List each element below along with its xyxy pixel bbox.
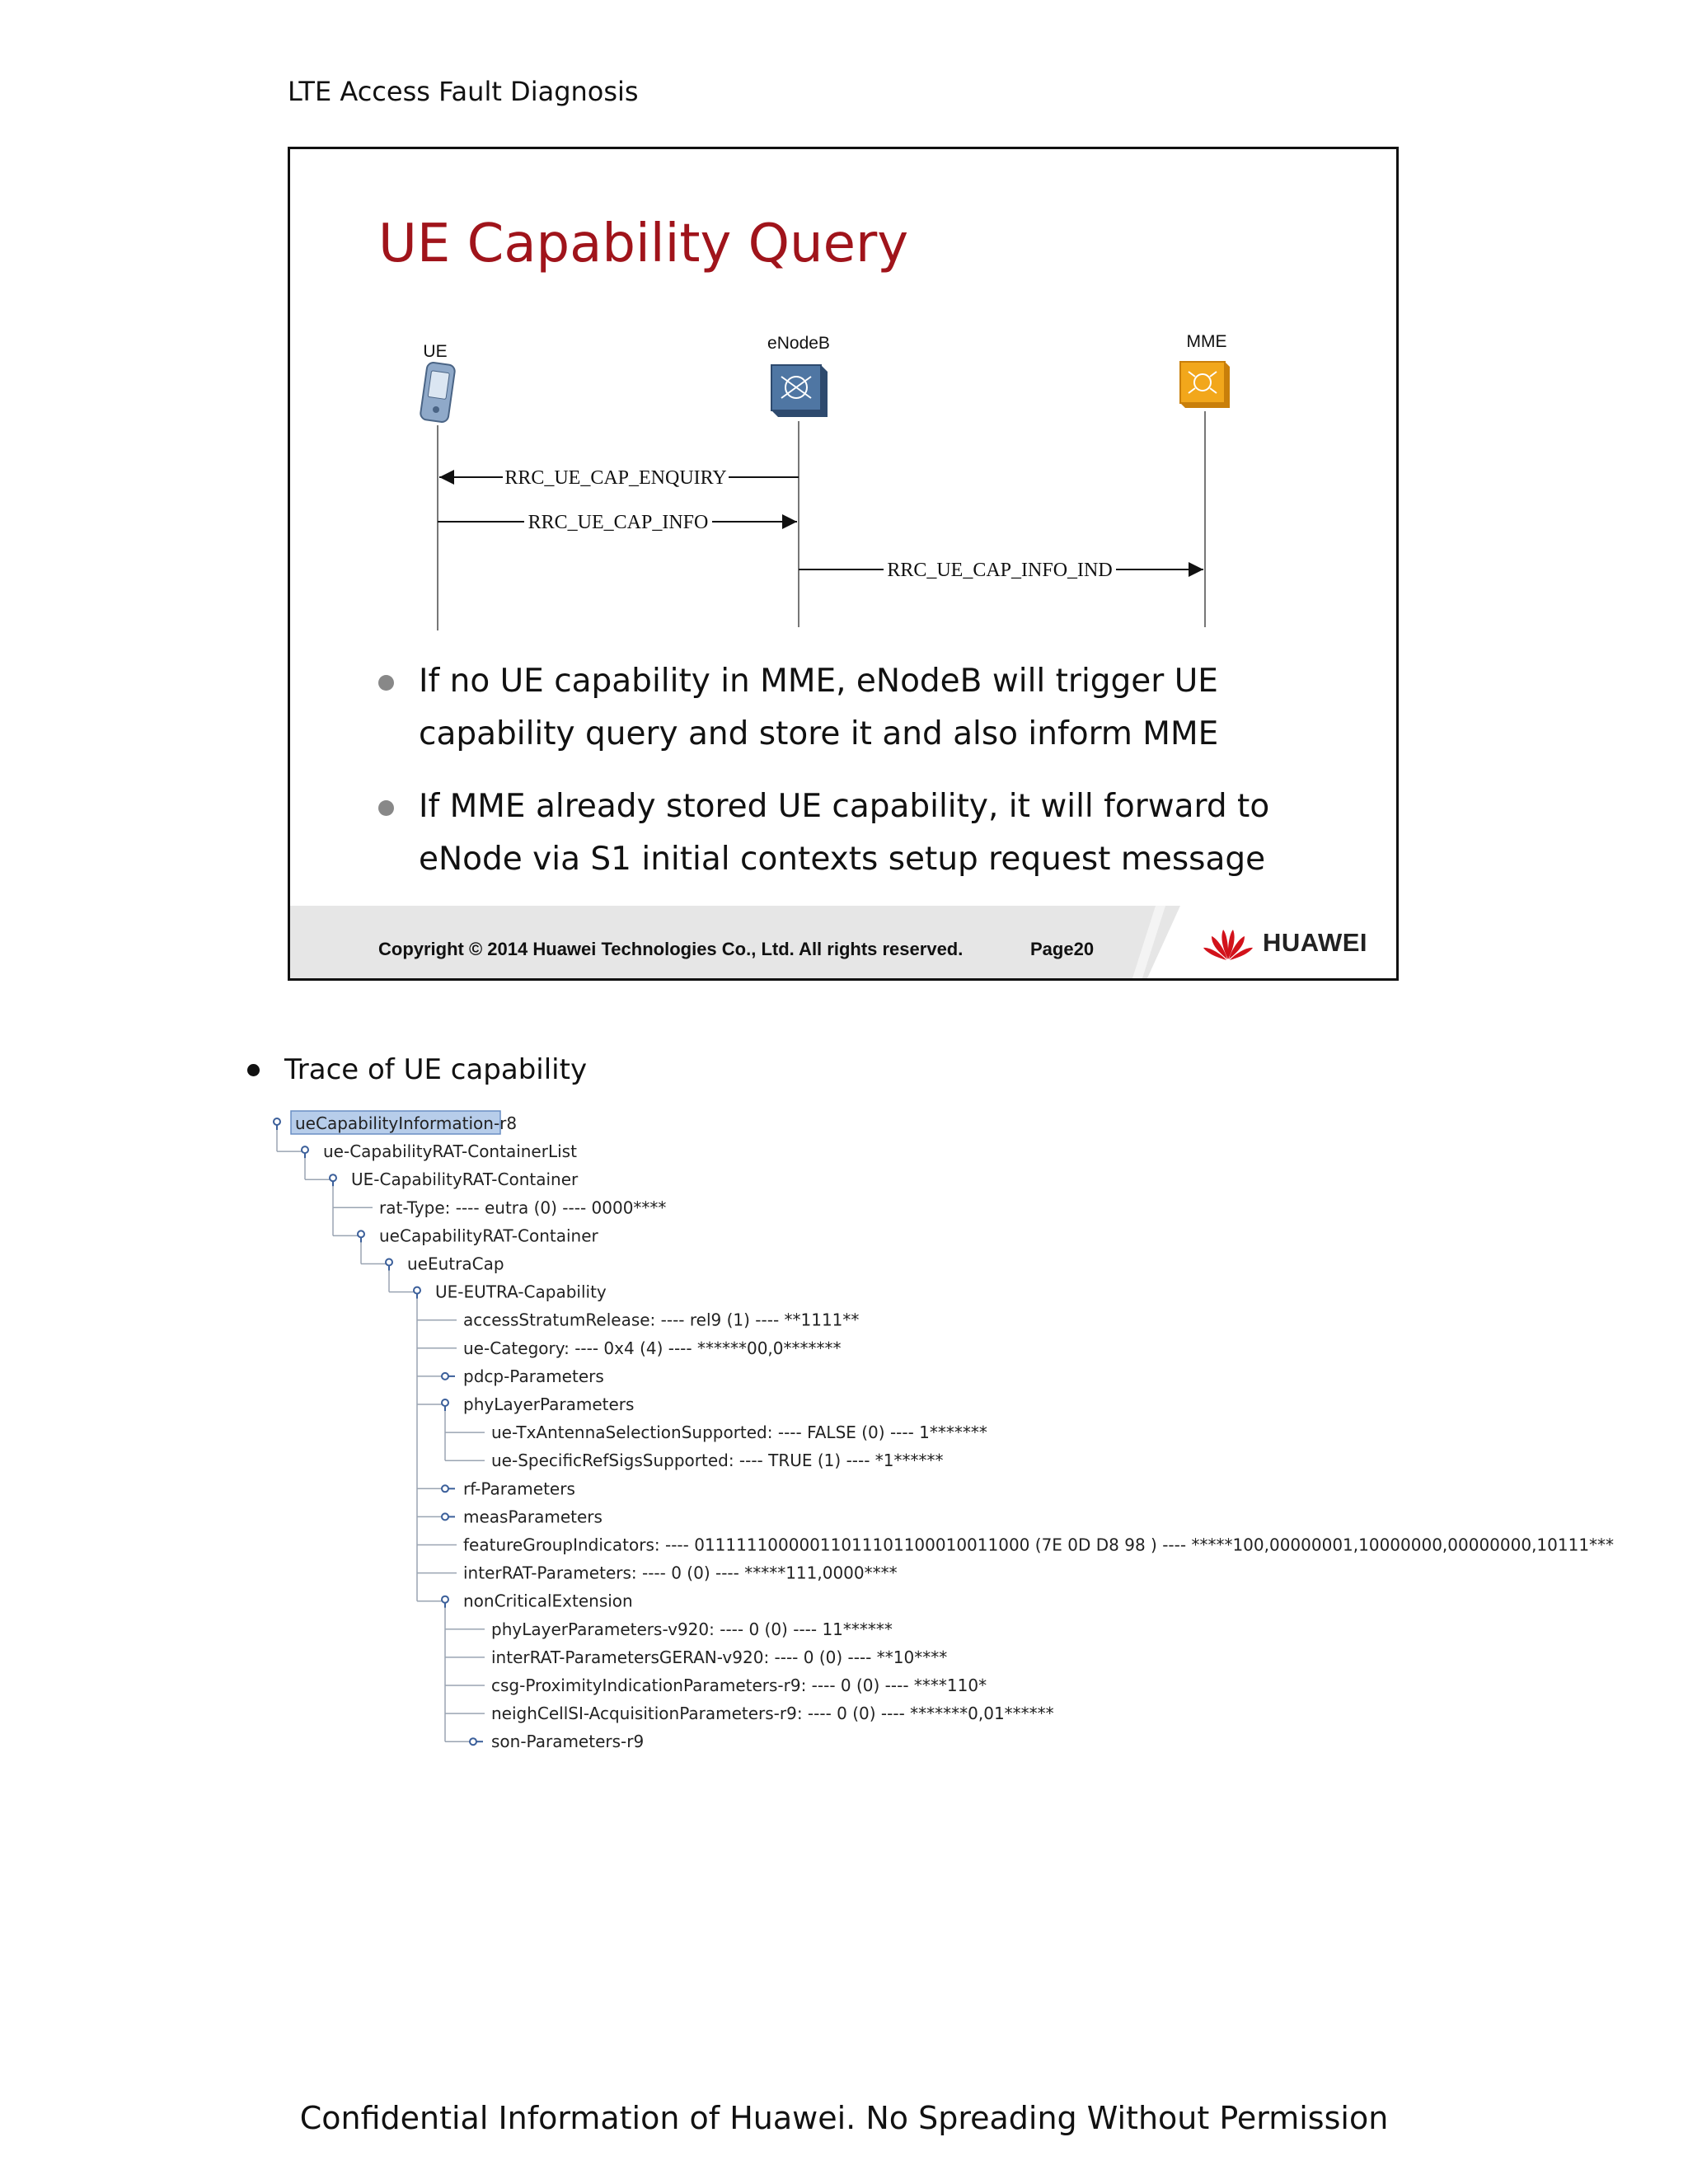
expanded-node-icon[interactable]: [414, 1287, 420, 1294]
confidential-footer: Confidential Information of Huawei. No Spreading Without Permission: [299, 2100, 1389, 2136]
tree-node[interactable]: ue-TxAntennaSelectionSupported: ---- FALSE (0) ---- 1*******: [491, 1422, 987, 1443]
tree-node[interactable]: ue-CapabilityRAT-ContainerList: [323, 1141, 577, 1162]
tree-node[interactable]: UE-CapabilityRAT-Container: [351, 1169, 579, 1190]
expanded-node-icon[interactable]: [302, 1146, 308, 1153]
trace-bullet-text: Trace of UE capability: [284, 1053, 588, 1086]
tree-node[interactable]: accessStratumRelease: ---- rel9 (1) ---- **1111**: [463, 1310, 860, 1330]
expanded-node-icon[interactable]: [274, 1118, 280, 1125]
msg-info-ind-label: RRC_UE_CAP_INFO_IND: [887, 560, 1113, 581]
collapsed-node-icon[interactable]: [442, 1485, 448, 1492]
collapsed-node-icon[interactable]: [442, 1513, 448, 1520]
tree-node[interactable]: ue-Category: ---- 0x4 (4) ---- ******00,0*******: [463, 1338, 842, 1358]
copyright-text: Copyright © 2014 Huawei Technologies Co., Ltd. All rights reserved.: [378, 939, 964, 959]
tree-node-selected[interactable]: ueCapabilityInformation-r8: [295, 1113, 518, 1133]
tree-node[interactable]: ue-SpecificRefSigsSupported: ---- TRUE (1) ---- *1******: [491, 1451, 944, 1471]
slide-title: UE Capability Query: [378, 213, 909, 274]
tree-node[interactable]: phyLayerParameters: [463, 1394, 635, 1414]
entity-enodeb-label: eNodeB: [767, 334, 830, 353]
expanded-node-icon[interactable]: [330, 1174, 336, 1181]
collapsed-node-icon[interactable]: [470, 1738, 476, 1745]
tree-node[interactable]: csg-ProximityIndicationParameters-r9: ---- 0 (0) ---- ****110*: [491, 1675, 987, 1695]
expanded-node-icon[interactable]: [442, 1596, 448, 1603]
tree-node[interactable]: rat-Type: ---- eutra (0) ---- 0000****: [379, 1197, 667, 1218]
tree-node[interactable]: son-Parameters-r9: [491, 1732, 645, 1752]
tree-node[interactable]: measParameters: [463, 1507, 603, 1527]
tree-node[interactable]: ueEutraCap: [407, 1254, 504, 1274]
expanded-node-icon[interactable]: [358, 1230, 364, 1237]
page-number: Page20: [1030, 939, 1095, 959]
tree-node[interactable]: interRAT-ParametersGERAN-v920: ---- 0 (0) ---- **10****: [491, 1647, 948, 1667]
msg-enquiry-label: RRC_UE_CAP_ENQUIRY: [504, 467, 727, 489]
entity-mme-label: MME: [1186, 332, 1227, 351]
tree-node[interactable]: neighCellSI-AcquisitionParameters-r9: ---- 0 (0) ---- *******0,01******: [491, 1704, 1054, 1724]
document-header: LTE Access Fault Diagnosis: [288, 76, 639, 107]
tree-node[interactable]: rf-Parameters: [463, 1479, 575, 1499]
collapsed-node-icon[interactable]: [442, 1373, 448, 1380]
tree-node[interactable]: pdcp-Parameters: [463, 1366, 604, 1386]
tree-node[interactable]: nonCriticalExtension: [463, 1591, 633, 1611]
huawei-wordmark: HUAWEI: [1263, 928, 1367, 957]
tree-node[interactable]: ueCapabilityRAT-Container: [379, 1226, 598, 1246]
bullet-text: If MME already stored UE capability, it will forward to eNode via S1 initial contexts setup request message: [419, 788, 1270, 878]
tree-node[interactable]: UE-EUTRA-Capability: [435, 1282, 607, 1302]
tree-node[interactable]: phyLayerParameters-v920: ---- 0 (0) ---- 11******: [491, 1619, 893, 1639]
tree-node[interactable]: interRAT-Parameters: ---- 0 (0) ---- *****111,0000****: [463, 1563, 898, 1583]
bullet-text: If no UE capability in MME, eNodeB will trigger UE capability query and store it and also inform MME: [419, 663, 1219, 752]
msg-info-label: RRC_UE_CAP_INFO: [528, 512, 709, 533]
entity-ue-label: UE: [423, 342, 448, 361]
expanded-node-icon[interactable]: [442, 1399, 448, 1406]
expanded-node-icon[interactable]: [386, 1259, 392, 1266]
tree-node[interactable]: featureGroupIndicators: ---- 01111110000011011101100010011000 (7E 0D D8 98 ) ---- *****100,00000001,10000000,00000000,10111***: [463, 1535, 1615, 1555]
